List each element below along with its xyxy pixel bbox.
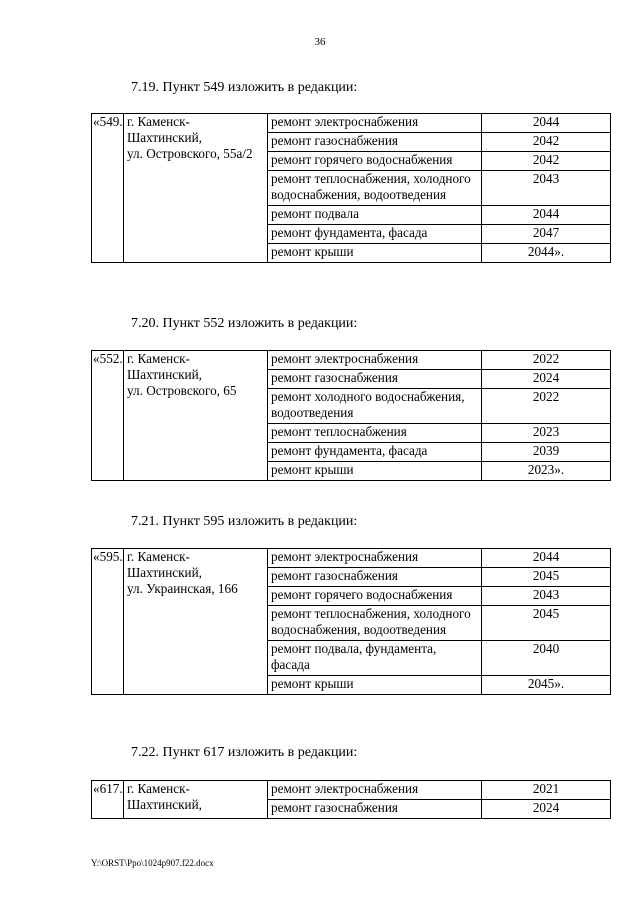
item-address	[124, 781, 268, 819]
year-cell: 2021	[482, 781, 611, 800]
item-table-549	[91, 113, 611, 263]
year-cell: 2045».	[482, 676, 611, 695]
work-cell: ремонт электроснабжения	[268, 781, 482, 800]
address-line: ул. Островского, 55а/2	[127, 146, 253, 161]
year-cell: 2023».	[482, 462, 611, 481]
year-cell: 2047	[482, 225, 611, 244]
section-heading: 7.21. Пункт 595 изложить в редакции:	[131, 514, 358, 529]
year-cell: 2022	[482, 351, 611, 370]
work-cell: ремонт электроснабжения	[268, 351, 482, 370]
section-heading: 7.19. Пункт 549 изложить в редакции:	[131, 80, 358, 95]
year-cell: 2039	[482, 443, 611, 462]
year-cell: 2043	[482, 171, 611, 206]
address-line: г. Каменск-	[127, 549, 190, 564]
work-cell: ремонт газоснабжения	[268, 568, 482, 587]
work-cell: ремонт фундамента, фасада	[268, 225, 482, 244]
work-cell: ремонт газоснабжения	[268, 370, 482, 389]
item-address	[124, 549, 268, 695]
address-line: г. Каменск-	[127, 114, 190, 129]
work-cell: ремонт электроснабжения	[268, 549, 482, 568]
work-cell: ремонт горячего водоснабжения	[268, 152, 482, 171]
footer-file-path: Y:\ORST\Ppo\1024p907.f22.docx	[91, 858, 214, 868]
work-cell: ремонт подвала, фундамента, фасада	[268, 641, 482, 676]
page-number: 36	[314, 36, 326, 48]
address-line: ул. Островского, 65	[127, 383, 237, 398]
address-line: Шахтинский,	[127, 565, 202, 580]
year-cell: 2042	[482, 152, 611, 171]
address-line: Шахтинский,	[127, 130, 202, 145]
work-cell: ремонт электроснабжения	[268, 114, 482, 133]
work-cell: ремонт подвала	[268, 206, 482, 225]
address-line: г. Каменск-	[127, 351, 190, 366]
year-cell: 2044	[482, 206, 611, 225]
section-heading: 7.22. Пункт 617 изложить в редакции:	[131, 745, 358, 760]
item-table-617	[91, 780, 611, 819]
work-cell: ремонт теплоснабжения	[268, 424, 482, 443]
year-cell: 2042	[482, 133, 611, 152]
work-cell: ремонт холодного водоснабжения, водоотведения	[268, 389, 482, 424]
year-cell: 2040	[482, 641, 611, 676]
address-line: г. Каменск-	[127, 781, 190, 796]
section-heading: 7.20. Пункт 552 изложить в редакции:	[131, 316, 358, 331]
table-row	[92, 114, 611, 133]
year-cell: 2045	[482, 568, 611, 587]
year-cell: 2023	[482, 424, 611, 443]
item-address	[124, 114, 268, 263]
item-table-552	[91, 350, 611, 481]
address-line: Шахтинский,	[127, 797, 202, 812]
table-row	[92, 781, 611, 800]
year-cell: 2044».	[482, 244, 611, 263]
item-number: «595.	[92, 549, 124, 695]
work-cell: ремонт теплоснабжения, холодного водоснабжения, водоотведения	[268, 171, 482, 206]
item-number: «617.	[92, 781, 124, 819]
work-cell: ремонт крыши	[268, 244, 482, 263]
year-cell: 2024	[482, 370, 611, 389]
year-cell: 2045	[482, 606, 611, 641]
year-cell: 2044	[482, 114, 611, 133]
year-cell: 2022	[482, 389, 611, 424]
item-number: «552.	[92, 351, 124, 481]
item-address	[124, 351, 268, 481]
item-number: «549.	[92, 114, 124, 263]
work-cell: ремонт горячего водоснабжения	[268, 587, 482, 606]
year-cell: 2043	[482, 587, 611, 606]
work-cell: ремонт крыши	[268, 462, 482, 481]
year-cell: 2044	[482, 549, 611, 568]
work-cell: ремонт крыши	[268, 676, 482, 695]
address-line: ул. Украинская, 166	[127, 581, 238, 596]
work-cell: ремонт газоснабжения	[268, 800, 482, 819]
address-line: Шахтинский,	[127, 367, 202, 382]
item-table-595	[91, 548, 611, 695]
work-cell: ремонт газоснабжения	[268, 133, 482, 152]
work-cell: ремонт фундамента, фасада	[268, 443, 482, 462]
year-cell: 2024	[482, 800, 611, 819]
table-row	[92, 351, 611, 370]
work-cell: ремонт теплоснабжения, холодного водоснабжения, водоотведения	[268, 606, 482, 641]
table-row	[92, 549, 611, 568]
